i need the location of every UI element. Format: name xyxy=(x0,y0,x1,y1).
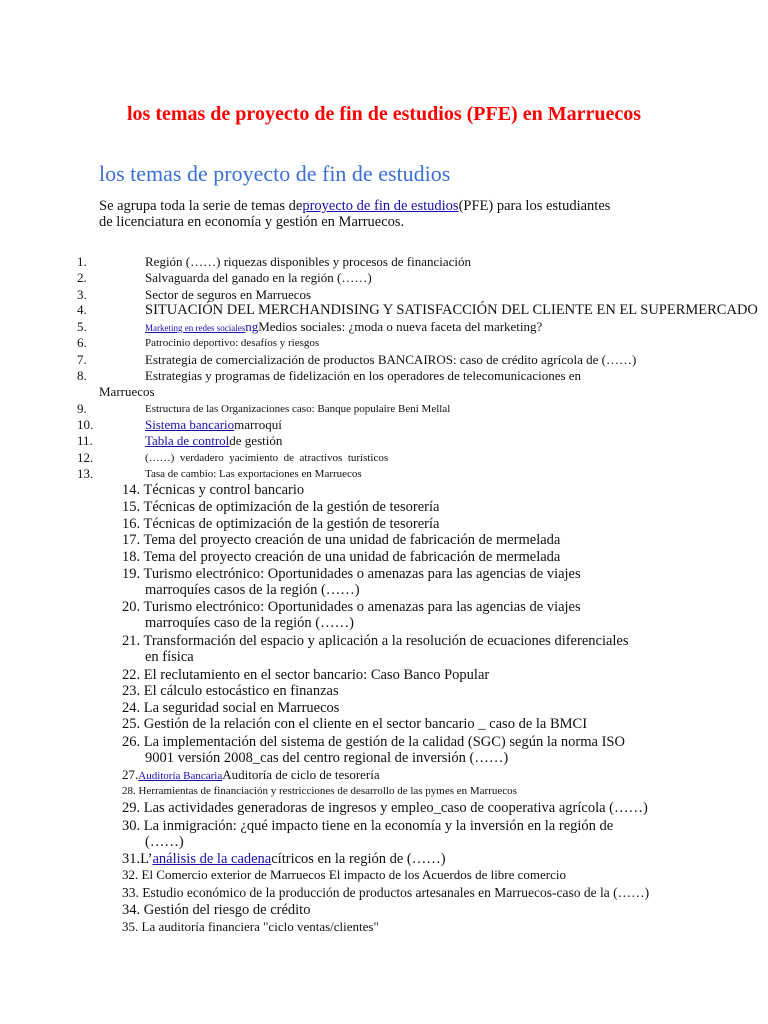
list-item xyxy=(122,800,648,816)
item-text xyxy=(145,319,542,336)
intro-text-start: Se agrupa toda la serie de temas de xyxy=(99,198,303,214)
item-text: cítricos en la región de (……) xyxy=(271,851,446,867)
item-text: Estudio económico de la producción de productos artesanales en Marruecos-caso de la (……) xyxy=(142,885,650,900)
item-text: Turismo electrónico: Oportunidades o amenazas para las agencias de viajes xyxy=(143,566,581,582)
item-text: Las actividades generadoras de ingresos y empleo_caso de cooperativa agrícola (……) xyxy=(143,800,648,816)
list-item xyxy=(122,667,489,683)
item-number: 31. xyxy=(122,851,141,867)
intro-text-line2: de licenciatura en economía y gestión en Marruecos. xyxy=(99,214,405,230)
item-number: 4. xyxy=(77,302,87,317)
list-item xyxy=(122,532,560,548)
item-number: 24. xyxy=(122,700,141,716)
item-text: Estrategia de comercialización de productos BANCAIROS: caso de crédito agrícola de (……) xyxy=(145,352,637,367)
item-text: El reclutamiento en el sector bancario: Caso Banco Popular xyxy=(143,667,490,683)
list-item xyxy=(122,516,439,532)
item-number: 8. xyxy=(77,368,87,383)
list-item xyxy=(122,566,581,598)
item-number: 32. xyxy=(122,867,139,882)
item-text: Tasa de cambio: Las exportaciones en Marruecos xyxy=(145,468,362,480)
item-number: 30. xyxy=(122,818,141,834)
item-text: Salvaguarda del ganado en la región (……) xyxy=(145,270,372,285)
intro-text-end: (PFE) para los estudiantes xyxy=(458,198,611,214)
item-continuation: marroquíes caso de la región (……) xyxy=(145,615,354,631)
link-suffix: ng xyxy=(245,319,259,334)
item-number: 14. xyxy=(122,482,141,498)
item-continuation: marroquíes casos de la región (……) xyxy=(145,582,360,598)
list-item xyxy=(122,867,566,883)
list-item xyxy=(122,482,304,498)
list-item xyxy=(122,818,614,850)
item-number: 26. xyxy=(122,734,141,750)
item-number: 18. xyxy=(122,549,141,565)
item-text: Tema del proyecto creación de una unidad de fabricación de mermelada xyxy=(143,532,561,548)
item-text: El Comercio exterior de Marruecos El impacto de los Acuerdos de libre comercio xyxy=(141,867,567,882)
list-item xyxy=(122,885,649,901)
marketing-redes-link[interactable]: Marketing en redes sociales xyxy=(145,323,246,333)
item-number: 13. xyxy=(77,466,94,481)
item-number: 5. xyxy=(77,319,87,334)
item-number: 1. xyxy=(77,254,87,269)
item-number: 34. xyxy=(122,902,141,918)
tabla-control-link[interactable]: Tabla de control xyxy=(145,433,230,448)
item-text: Gestión del riesgo de crédito xyxy=(143,902,311,918)
item-text: La inmigración: ¿qué impacto tiene en la economía y la inversión en la región de xyxy=(143,818,614,834)
item-text-rest: Medios sociales: ¿moda o nueva faceta del marketing? xyxy=(258,319,543,334)
item-continuation: (……) xyxy=(145,834,184,850)
item-text: Estrategias y programas de fidelización en los operadores de telecomunicaciones en xyxy=(145,368,582,383)
list-item xyxy=(122,633,629,665)
item-number: 10. xyxy=(77,417,94,432)
item-number: 28. xyxy=(122,785,136,797)
item-text: La implementación del sistema de gestión de la calidad (SGC) según la norma ISO xyxy=(143,734,625,750)
list-item xyxy=(122,499,439,515)
item-prefix: L’ xyxy=(140,851,153,867)
item-number: 33. xyxy=(122,885,139,900)
item-text: Técnicas de optimización de la gestión de tesorería xyxy=(143,499,440,515)
item-number: 12. xyxy=(77,450,94,465)
item-continuation: Marruecos xyxy=(99,384,155,399)
auditoria-bancaria-link[interactable]: Auditoría Bancaria xyxy=(138,770,223,782)
analisis-cadena-link[interactable]: análisis de la cadena xyxy=(152,851,272,867)
document-title: los temas de proyecto de fin de estudios (PFE) en Marruecos xyxy=(126,103,641,125)
item-text: Sector de seguros en Marruecos xyxy=(145,287,312,302)
item-text: Región (……) riquezas disponibles y procesos de financiación xyxy=(145,254,471,269)
item-number: 19. xyxy=(122,566,141,582)
item-text: Tema del proyecto creación de una unidad de fabricación de mermelada xyxy=(143,549,561,565)
item-number: 27. xyxy=(122,767,139,782)
item-text: Patrocinio deportivo: desafíos y riesgos xyxy=(145,337,320,349)
list-item xyxy=(122,549,560,565)
item-text: Gestión de la relación con el cliente en el sector bancario _ caso de la BMCI xyxy=(143,716,588,732)
list-item xyxy=(122,851,446,867)
item-text-rest: marroquí xyxy=(234,417,282,432)
item-continuation: 9001 versión 2008_cas del centro regional de inversión (……) xyxy=(145,750,509,766)
item-text xyxy=(145,417,282,433)
list-item xyxy=(122,734,625,766)
list-item xyxy=(122,919,379,935)
item-number: 25. xyxy=(122,716,141,732)
item-number: 29. xyxy=(122,800,141,816)
item-text: La seguridad social en Marruecos xyxy=(143,700,340,716)
item-text: SITUACIÓN DEL MERCHANDISING Y SATISFACCIÓN DEL CLIENTE EN EL SUPERMERCADO xyxy=(145,302,758,318)
item-number: 17. xyxy=(122,532,141,548)
sistema-bancario-link[interactable]: Sistema bancario xyxy=(145,417,235,432)
item-number: 11. xyxy=(77,433,93,448)
item-continuation: en física xyxy=(145,649,194,665)
item-text: (……) verdadero yacimiento de atractivos turísticos xyxy=(145,452,389,464)
list-item xyxy=(122,902,310,918)
item-text: Técnicas y control bancario xyxy=(143,482,305,498)
item-number: 2. xyxy=(77,270,87,285)
item-number: 9. xyxy=(77,401,87,416)
item-text: Técnicas de optimización de la gestión de tesorería xyxy=(143,516,440,532)
item-text: Turismo electrónico: Oportunidades o amenazas para las agencias de viajes xyxy=(143,599,581,615)
item-text: Transformación del espacio y aplicación a la resolución de ecuaciones diferenciales xyxy=(143,633,629,649)
item-number: 20. xyxy=(122,599,141,615)
item-number: 35. xyxy=(122,919,139,934)
list-item xyxy=(122,599,581,631)
item-text: El cálculo estocástico en finanzas xyxy=(143,683,339,699)
list-item xyxy=(122,783,517,799)
item-number: 15. xyxy=(122,499,141,515)
item-number: 16. xyxy=(122,516,141,532)
section-heading: los temas de proyecto de fin de estudios xyxy=(99,161,451,186)
list-item xyxy=(122,683,339,699)
intro-paragraph xyxy=(99,198,679,230)
item-number: 6. xyxy=(77,335,87,350)
item-text xyxy=(145,433,282,449)
list-item xyxy=(122,716,587,732)
item-text-rest: de gestión xyxy=(229,433,283,448)
item-number: 21. xyxy=(122,633,141,649)
item-number: 7. xyxy=(77,352,87,367)
item-text: La auditoría financiera "ciclo ventas/clientes" xyxy=(141,919,379,934)
item-number: 22. xyxy=(122,667,141,683)
item-number: 3. xyxy=(77,287,87,302)
list-item xyxy=(122,767,380,784)
item-text: Estructura de las Organizaciones caso: Banque populaire Beni Mellal xyxy=(145,403,451,415)
item-text: Herramientas de financiación y restricciones de desarrollo de las pymes en Marruecos xyxy=(138,785,517,797)
item-text: Auditoría de ciclo de tesorería xyxy=(222,767,380,782)
pfe-link[interactable]: proyecto de fin de estudios xyxy=(302,198,459,214)
item-number: 23. xyxy=(122,683,141,699)
list-item xyxy=(122,700,339,716)
